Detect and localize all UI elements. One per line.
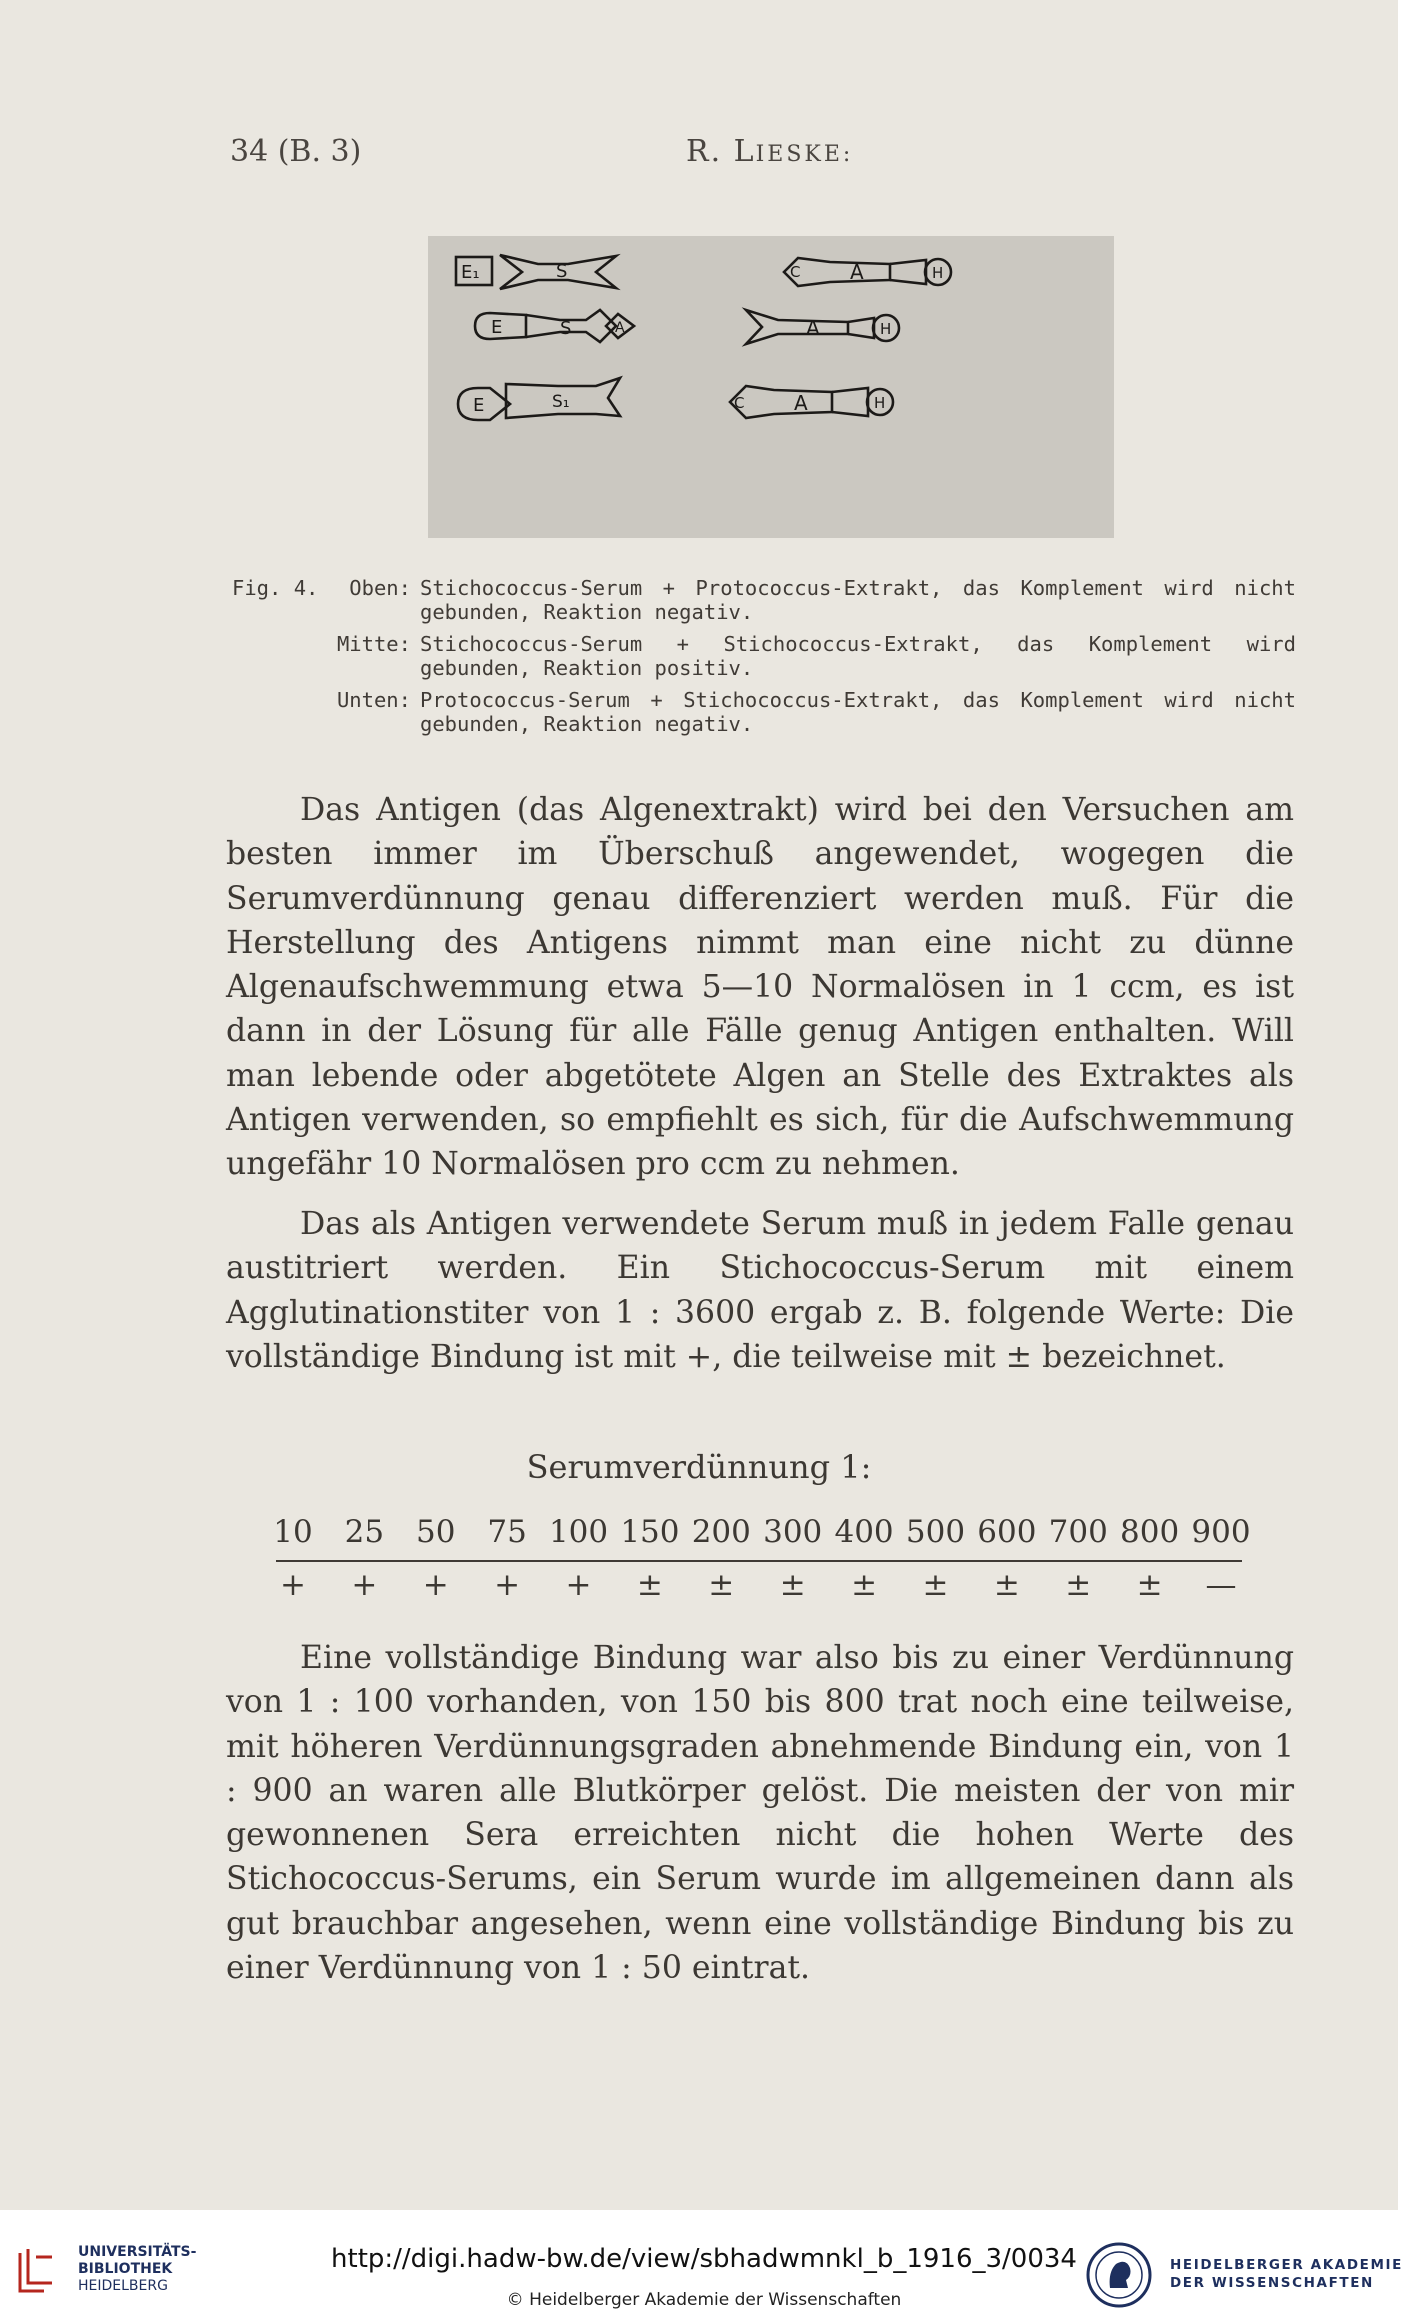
dilution-cell: 200: [691, 1514, 751, 1550]
dilution-cell: 50: [416, 1514, 456, 1550]
dilution-cell: 150: [620, 1514, 680, 1550]
result-cell: ±: [993, 1567, 1020, 1603]
label-h-top: H: [932, 264, 944, 282]
figure-number: Fig. 4.: [232, 576, 319, 600]
caption-text-unten: Protococcus-Serum + Stichococcus-Extrakt, das Komplement wird nicht gebunden, Reaktion negativ.: [420, 688, 1296, 736]
academy-line-2: DER WISSENSCHAFTEN: [1170, 2275, 1374, 2291]
page-reference: 34 (B. 3): [230, 134, 362, 169]
result-cell: ±: [851, 1567, 878, 1603]
label-c-mid: A: [615, 320, 625, 336]
paragraph-serum: Das als Antigen verwendete Serum muß in jedem Falle genau austitriert werden. Ein Stichococcus-Serum mit einem Agglutinationstiter von 1 : 3600 ergab z. B. folgende Werte: Die vollständige Bindung ist mit +, die teilweise mit ± bezeichnet.: [226, 1206, 1294, 1375]
copyright-notice: © Heidelberger Akademie der Wissenschaften: [506, 2290, 902, 2310]
result-cell: +: [422, 1567, 449, 1603]
dilution-cell: 75: [487, 1514, 527, 1550]
dilution-cell: 100: [548, 1514, 609, 1550]
academy-line-1: HEIDELBERGER AKADEMIE: [1170, 2257, 1403, 2273]
label-c-top: C: [790, 263, 801, 281]
label-h-mid: H: [880, 320, 892, 338]
paragraph-conclusion: Eine vollständige Bindung war also bis zu einer Verdünnung von 1 : 100 vorhanden, von 150 bis 800 trat noch eine teilweise, mit höheren Verdünnungsgraden abnehmende Bindung ein, von 1 : 900 an waren alle Blutkörper gelöst. Die meisten der von mir gewonnenen Sera erreichten nicht die hohen Werte des Stichococcus-Serums, ein Serum wurde im allgemeinen dann als gut brauchbar angesehen, wenn eine vollständige Bindung bis zu einer Verdünnung von 1 : 50 eintrat.: [226, 1640, 1294, 1987]
dilution-cell: 400: [834, 1514, 894, 1550]
result-cell: +: [494, 1567, 521, 1603]
result-cell: ±: [1065, 1567, 1092, 1603]
dilution-cell: 700: [1048, 1514, 1108, 1550]
library-line-2: BIBLIOTHEK: [78, 2261, 173, 2277]
caption-text-oben: Stichococcus-Serum + Protococcus-Extrakt, das Komplement wird nicht gebunden, Reaktion negativ.: [420, 576, 1296, 624]
label-e1: E₁: [461, 262, 480, 283]
academy-seal-icon: [1086, 2242, 1152, 2308]
permalink-url[interactable]: http://digi.hadw-bw.de/view/sbhadwmnkl_b_1916_3/0034: [331, 2244, 1077, 2274]
label-s-top: S: [556, 261, 568, 282]
figure-4-diagram: [428, 236, 1114, 538]
running-head-author: [686, 134, 853, 169]
label-a-bottom: A: [794, 391, 808, 415]
dilution-cell: 300: [763, 1514, 823, 1550]
paragraph-antigen: Das Antigen (das Algenextrakt) wird bei den Versuchen am besten immer im Überschuß angewendet, wogegen die Serumverdünnung genau differenziert werden muß. Für die Herstellung des Antigens nimmt man eine nicht zu dünne Algenaufschwemmung etwa 5—10 Normalösen in 1 ccm, es ist dann in der Lösung für alle Fälle genug Antigen enthalten. Will man lebende oder abgetötete Algen an Stelle des Extraktes als Antigen verwenden, so empfiehlt es sich, für die Aufschwemmung ungefähr 10 Normalösen pro ccm zu nehmen.: [226, 792, 1294, 1183]
caption-label-unten: Unten:: [336, 688, 411, 712]
caption-text-mitte: Stichococcus-Serum + Stichococcus-Extrakt, das Komplement wird gebunden, Reaktion positiv.: [420, 632, 1296, 680]
dilution-cell: 10: [273, 1514, 313, 1550]
academy-name: [1170, 2256, 1403, 2292]
label-a-mid: A: [806, 316, 820, 340]
author-initial: R. L: [686, 134, 756, 169]
result-cell: —: [1205, 1567, 1237, 1603]
result-cell: +: [565, 1567, 592, 1603]
bar-end-mid: [848, 318, 874, 338]
result-cell: ±: [1136, 1567, 1163, 1603]
bar-end-top: [890, 260, 926, 284]
label-s1: S₁: [552, 392, 570, 412]
label-c-bottom: C: [734, 394, 745, 412]
table-rule: [276, 1560, 1242, 1562]
antibody-diagram: [428, 236, 1114, 538]
dilution-cell: 800: [1120, 1514, 1180, 1550]
label-s-mid: S: [560, 318, 572, 339]
complement-bar-bottom: [730, 386, 832, 418]
result-cell: ±: [922, 1567, 949, 1603]
dilution-cell: 900: [1191, 1514, 1251, 1550]
bar-end-bottom: [832, 388, 868, 416]
label-a-top: A: [850, 260, 864, 284]
library-line-3: HEIDELBERG: [78, 2278, 168, 2294]
dilution-cell: 600: [977, 1514, 1037, 1550]
author-rest: IESKE:: [755, 142, 854, 167]
result-cell: +: [351, 1567, 378, 1603]
dilution-cell: 500: [905, 1514, 966, 1550]
library-line-1: UNIVERSITÄTS-: [78, 2244, 197, 2260]
result-cell: +: [280, 1567, 306, 1603]
label-e-mid: E: [491, 317, 503, 338]
complement-bar-mid: [746, 310, 848, 344]
caption-label-oben: Oben:: [349, 576, 411, 600]
table-title: Serumverdünnung 1:: [526, 1448, 872, 1486]
footer-bar: [0, 2210, 1408, 2315]
result-cell: ±: [708, 1567, 735, 1603]
result-cell: ±: [636, 1567, 663, 1603]
label-e-bottom: E: [473, 395, 485, 416]
dilution-cell: 25: [344, 1514, 385, 1550]
result-cell: ±: [779, 1567, 806, 1603]
caption-label-mitte: Mitte:: [336, 632, 411, 656]
label-h-bottom: H: [874, 394, 886, 412]
